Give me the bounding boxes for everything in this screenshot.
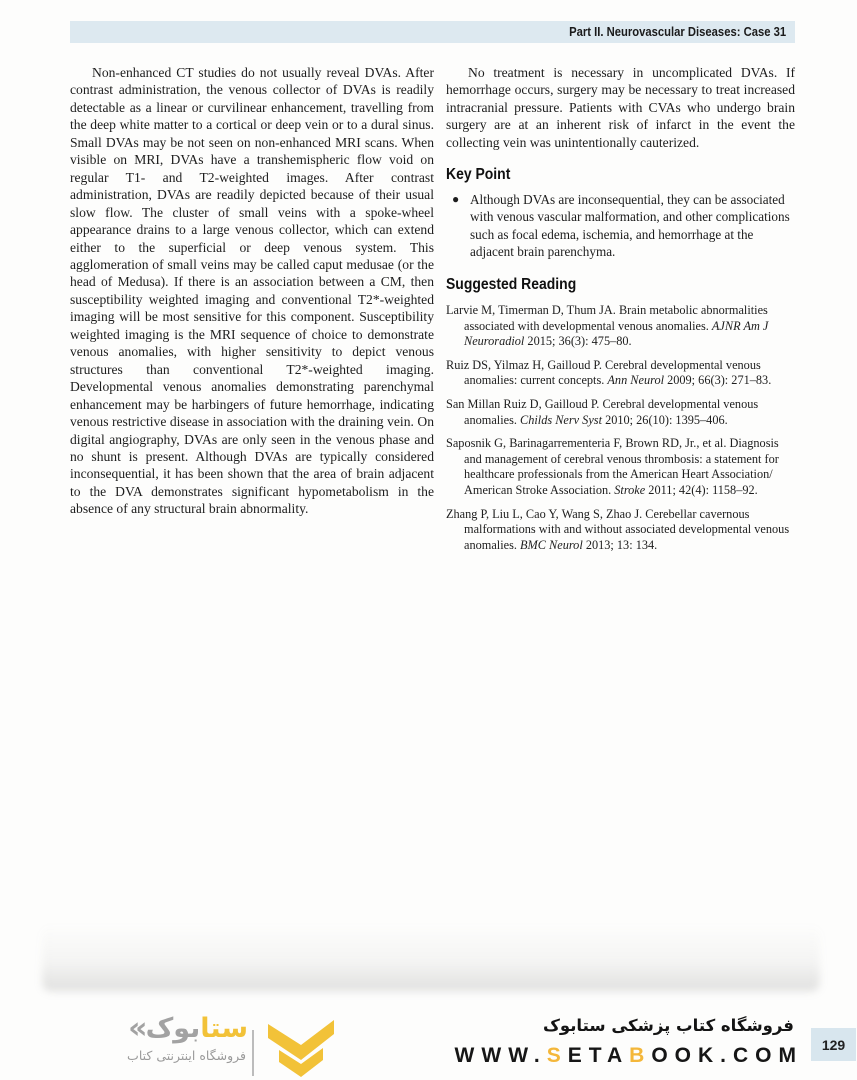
journal-name: Stroke (614, 483, 646, 498)
journal-name: BMC Neurol (520, 537, 583, 552)
wordmark-gray-part: بوک (145, 1013, 201, 1044)
reference-cite: 2011; 42(4): 1158–92. (645, 483, 758, 498)
bullet-icon: ● (452, 192, 460, 207)
url-part: OOK.COM (651, 1044, 803, 1067)
key-point-text: Although DVAs are inconsequential, they can be associated with venous vascular malformation, and other complications such as focal edema, ischemia, and hemorrhage at the adjacent brain parenchyma. (470, 192, 790, 259)
body-paragraph-right: No treatment is necessary in uncomplicated DVAs. If hemorrhage occurs, surgery may be necessary to treat increased intracranial pressure. Patients with CVAs who undergo brain surgery are at an inherent risk of infarct in the event the collecting vein was unintentionally cauterized. (446, 65, 795, 150)
wordmark-yellow-part: ستا (200, 1013, 248, 1044)
running-head: Part II. Neurovascular Diseases: Case 31 (569, 25, 786, 39)
reference-item (446, 507, 795, 554)
reference-item (446, 303, 795, 350)
key-point-heading: Key Point (446, 166, 511, 184)
key-point-bullet (446, 191, 795, 260)
page-number: 129 (821, 1036, 846, 1053)
scan-shadow (42, 924, 820, 992)
setabook-wordmark (76, 1011, 248, 1046)
reference-text: Ruiz DS, Yilmaz H, Gailloud P. Cerebral developmental venous anomalies: current concepts. (446, 357, 761, 388)
reference-text: San Millan Ruiz D, Gailloud P. Cerebral developmental venous anomalies. (446, 397, 759, 427)
left-column (70, 64, 434, 561)
reference-item (446, 358, 795, 389)
footer (0, 1008, 857, 1080)
reference-item (446, 436, 795, 498)
double-chevron-icon: « (128, 1011, 144, 1046)
url-accent-b: B (629, 1044, 652, 1067)
reference-cite: 2015; 36(3): 475–80. (524, 334, 632, 349)
body-paragraph-left: Non-enhanced CT studies do not usually reveal DVAs. After contrast administration, the venous collector of DVAs is readily detectable as a linear or curvilinear enhancement, travelling from the deep white matter to a cortical or deep vein or to a dural sinus. Small DVAs may be not seen on non-enhanced MRI scans. When visible on MRI, DVAs have a transhemispheric flow void on regular T1- and T2-weighted images. After contrast administration, DVAs are readily depicted because of their usual slow flow. The cluster of small veins with a spoke-wheel appearance drains to a large venous collector, which can extend either to the superficial or deep venous system. This agglomeration of small veins may be called caput medusae (or the head of Medusa). If there is an association between a CM, then susceptibility weighted imaging and conventional T2*-weighted imaging will be most sensitive for this component. Susceptibility weighted imaging is the MRI sequence of choice to demonstrate venous anomalies, with higher sensitivity to depict venous structures than conventional T2*-weighted imaging. Developmental venous anomalies demonstrating parenchymal enhancement may be harbingers of future hemorrhage, indicating venous restrictive disease in association with the draining vein. On digital angiography, DVAs are only seen in the venous phase and no shunt is present. Although DVAs are typically considered inconsequential, it has been shown that the area of brain adjacent to the DVA demonstrates significant hypometabolism in the absence of any structural brain abnormality. (70, 65, 434, 517)
reference-list (446, 303, 795, 553)
page-header-bar (70, 21, 795, 43)
website-url (455, 1044, 803, 1068)
chevron-emblem-icon (264, 1018, 338, 1078)
url-part: WWW. (454, 1044, 547, 1067)
right-column (446, 64, 795, 561)
store-title: فروشگاه کتاب پزشکی ستابوک (543, 1016, 794, 1035)
journal-name: Childs Nerv Syst (520, 412, 602, 427)
url-accent-s: S (546, 1044, 568, 1067)
setabook-logo (76, 1011, 248, 1063)
reference-text: Zhang P, Liu L, Cao Y, Wang S, Zhao J. Cerebellar cavernous malformations with and without associated developmental venous anomalies. (446, 506, 790, 552)
reference-text: Larvie M, Timerman D, Thum JA. Brain metabolic abnormalities associated with developmental venous anomalies. (446, 303, 768, 333)
page-number-badge (811, 1028, 856, 1061)
reference-cite: 2009; 66(3): 271–83. (664, 373, 772, 388)
journal-name: AJNR Am J Neuroradiol (464, 318, 769, 349)
reference-cite: 2010; 26(10): 1395–406. (602, 412, 728, 427)
reference-item (446, 397, 795, 428)
suggested-reading-heading: Suggested Reading (446, 276, 577, 294)
url-part: ETA (567, 1044, 630, 1067)
logo-divider (252, 1030, 254, 1076)
journal-name: Ann Neurol (607, 373, 665, 388)
reference-cite: 2013; 13: 134. (582, 537, 658, 552)
reference-text: Saposnik G, Barinagarrementeria F, Brown RD, Jr., et al. Diagnosis and management of cerebral venous thrombosis: a statement for healthcare professionals from the American Heart Association/ American Stroke Association. (446, 436, 779, 498)
two-column-body (70, 64, 795, 561)
logo-tagline: فروشگاه اینترنتی کتاب (127, 1048, 246, 1063)
